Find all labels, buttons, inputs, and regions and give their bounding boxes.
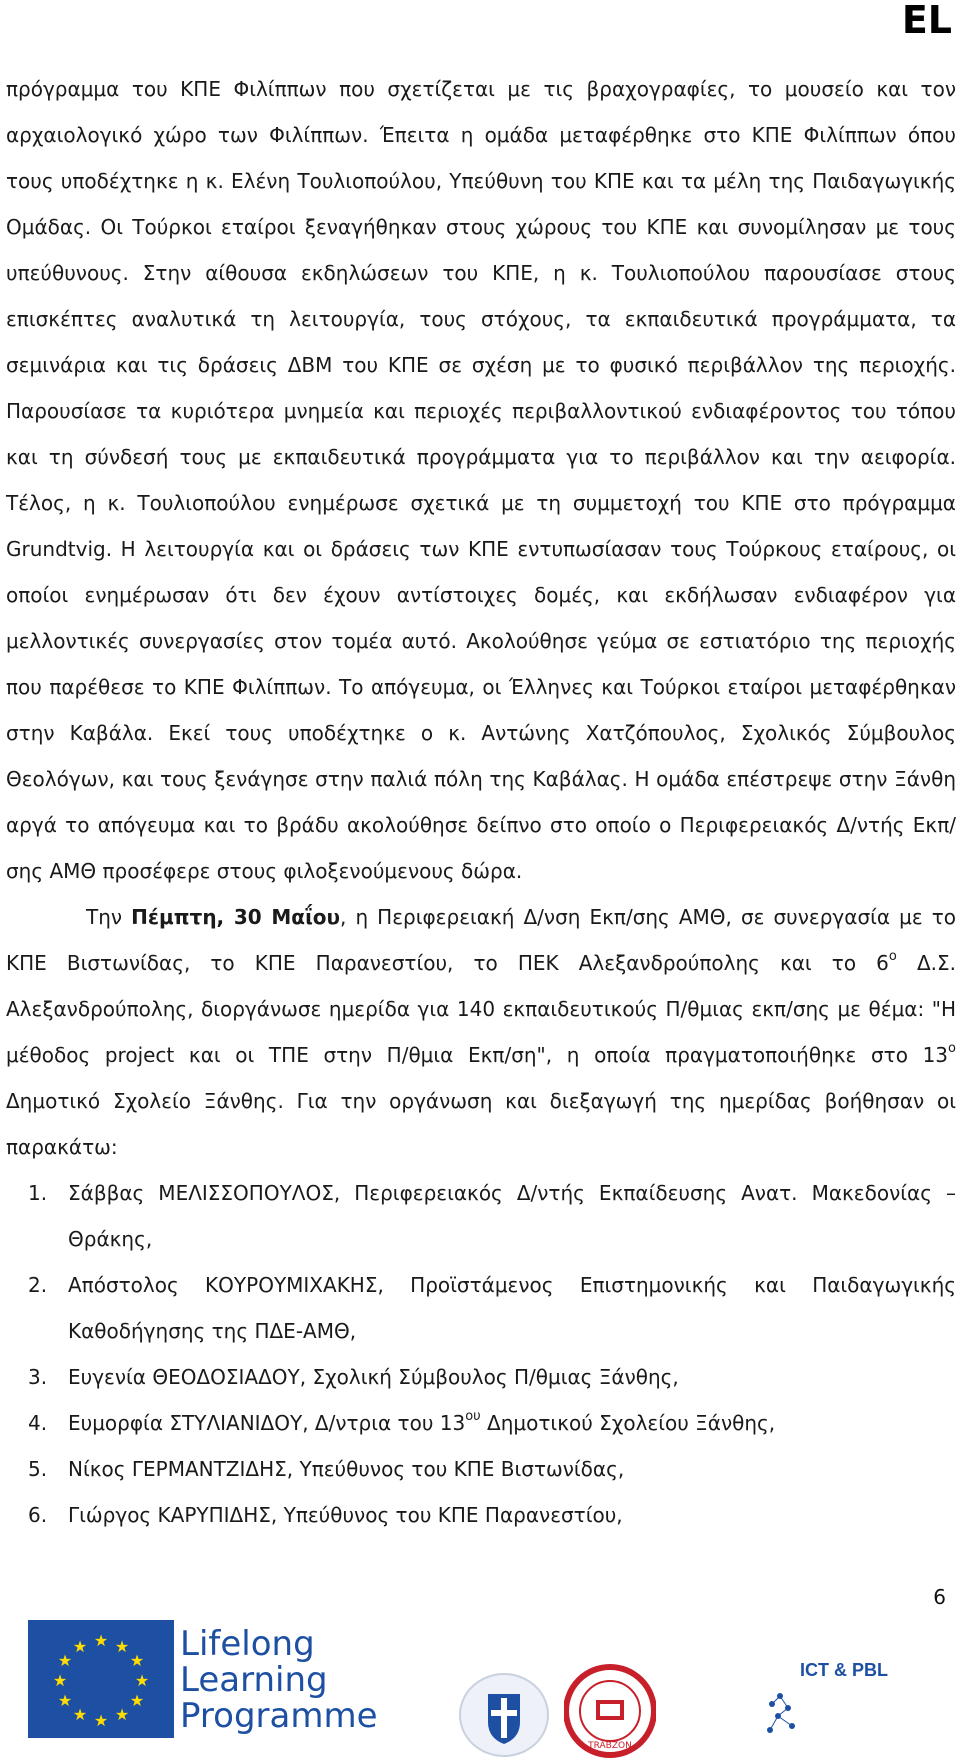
greek-coat-of-arms-icon (458, 1672, 550, 1758)
ordinal-superscript-1: ο (888, 949, 897, 965)
paragraph-part-2: Δ.Σ. Αλεξανδρούπολης, διοργάνωσε ημερίδα για 140 εκπαιδευτικούς Π/θμιας εκπ/σης με θέμα: "Η μέθοδος project και οι ΤΠΕ στην Π/θμια Εκπ/ση", η οποία πραγματοποιήθηκε στο 13 (6, 951, 956, 1067)
list-item-text: Νίκος ΓΕΡΜΑΝΤΖΙΔΗΣ, Υπεύθυνος του ΚΠΕ Βιστωνίδας, (68, 1457, 625, 1481)
svg-text:★: ★ (114, 1705, 130, 1724)
list-item-text: Σάββας ΜΕΛΙΣΣΟΠΟΥΛΟΣ, Περιφερειακός Δ/ντής Εκπαίδευσης Ανατ. Μακεδονίας – Θράκης, (68, 1181, 956, 1251)
llp-line-3: Programme (180, 1696, 378, 1736)
paragraph-seminar (6, 894, 956, 1170)
page-number: 6 (933, 1585, 946, 1609)
list-item (6, 1400, 956, 1446)
list-item (6, 1262, 956, 1354)
llp-line-1: Lifelong (180, 1624, 315, 1664)
ict-pbl-logo-icon (758, 1670, 908, 1750)
svg-text:★: ★ (72, 1705, 88, 1724)
list-number: 6. (28, 1503, 48, 1527)
list-item-text-post: Δημοτικού Σχολείου Ξάνθης, (480, 1411, 776, 1435)
list-item (6, 1170, 956, 1262)
svg-text:★: ★ (93, 1631, 109, 1650)
list-item-text: Γιώργος ΚΑΡΥΠΙΔΗΣ, Υπεύθυνος του ΚΠΕ Παρανεστίου, (68, 1503, 623, 1527)
llp-line-2: Learning (180, 1660, 328, 1700)
svg-text:★: ★ (114, 1637, 130, 1656)
paragraph-part-3: Δημοτικό Σχολείο Ξάνθης. Για την οργάνωση και διεξαγωγή της ημερίδας βοήθησαν οι παρακάτω: (6, 1089, 956, 1159)
list-item-text: Απόστολος ΚΟΥΡΟΥΜΙΧΑΚΗΣ, Προϊστάμενος Επιστημονικής και Παιδαγωγικής Καθοδήγησης της ΠΔΕ-ΑΜΘ, (68, 1273, 956, 1343)
list-item (6, 1354, 956, 1400)
list-number: 1. (28, 1181, 48, 1205)
paragraph-part-1: , η Περιφερειακή Δ/νση Εκπ/σης ΑΜΘ, σε συνεργασία με το ΚΠΕ Βιστωνίδας, το ΚΠΕ Παρανεστίου, το ΠΕΚ Αλεξανδρούπολης και το 6 (6, 905, 957, 975)
svg-text:★: ★ (134, 1671, 150, 1690)
language-tag: EL (901, 0, 952, 42)
list-item (6, 1492, 956, 1538)
svg-text:★: ★ (57, 1691, 73, 1710)
lifelong-learning-programme-logo-text (180, 1626, 378, 1734)
footer-logos (0, 1620, 960, 1758)
list-number: 3. (28, 1365, 48, 1389)
helpers-list (6, 1170, 956, 1538)
trabzon-education-seal-icon (564, 1664, 656, 1758)
svg-text:★: ★ (57, 1651, 73, 1670)
ordinal-superscript: ου (465, 1409, 481, 1425)
eu-flag-icon (28, 1620, 174, 1738)
paragraph-lead: Την (86, 905, 132, 929)
list-item-text: Ευγενία ΘΕΟΔΟΣΙΑΔΟΥ, Σχολική Σύμβουλος Π/θμιας Ξάνθης, (68, 1365, 679, 1389)
seal-caption: TRABZON (588, 1741, 632, 1751)
seminar-date: Πέμπτη, 30 Μαΐου (131, 905, 341, 929)
document-body (6, 66, 956, 1538)
list-number: 4. (28, 1411, 48, 1435)
paragraph-philippi-visit: πρόγραμμα του ΚΠΕ Φιλίππων που σχετίζεται με τις βραχογραφίες, το μουσείο και τον αρχαιολογικό χώρο των Φιλίππων. Έπειτα η ομάδα μεταφέρθηκε στο ΚΠΕ Φιλίππων όπου τους υποδέχτηκε η κ. Ελένη Τουλιοπούλου, Υπεύθυνη του ΚΠΕ και τα μέλη της Παιδαγωγικής Ομάδας. Οι Τούρκοι εταίροι ξεναγήθηκαν στους χώρους του ΚΠΕ και συνομίλησαν με τους υπεύθυνους. Στην αίθουσα εκδηλώσεων του ΚΠΕ, η κ. Τουλιοπούλου παρουσίασε στους επισκέπτες αναλυτικά τη λειτουργία, τους στόχους, τα εκπαιδευτικά προγράμματα, τα σεμινάρια και τις δράσεις ΔΒΜ του ΚΠΕ σε σχέση με το φυσικό περιβάλλον της περιοχής. Παρουσίασε τα κυριότερα μνημεία και περιοχές περιβαλλοντικού ενδιαφέροντος του τόπου και τη σύνδεσή τους με εκπαιδευτικά προγράμματα για το περιβάλλον και την αειφορία. Τέλος, η κ. Τουλιοπούλου ενημέρωσε σχετικά με τη συμμετοχή του ΚΠΕ στο πρόγραμμα Grundtvig. Η λειτουργία και οι δράσεις των ΚΠΕ εντυπωσίασαν τους Τούρκους εταίρους, οι οποίοι ενημέρωσαν ότι δεν έχουν αντίστοιχες δομές, και εκδήλωσαν ενδιαφέρον για μελλοντικές συνεργασίες στον τομέα αυτό. Ακολούθησε γεύμα σε εστιατόριο της περιοχής που παρέθεσε το ΚΠΕ Φιλίππων. Το απόγευμα, οι Έλληνες και Τούρκοι εταίροι μεταφέρθηκαν στην Καβάλα. Εκεί τους υποδέχτηκε ο κ. Αντώνης Χατζόπουλος, Σχολικός Σύμβουλος Θεολόγων, και τους ξενάγησε στην παλιά πόλη της Καβάλας. Η ομάδα επέστρεψε στην Ξάνθη αργά το απόγευμα και το βράδυ ακολούθησε δείπνο στο οποίο ο Περιφερειακός Δ/ντής Εκπ/σης ΑΜΘ προσέφερε στους φιλοξενούμενους δώρα. (6, 77, 956, 883)
list-number: 5. (28, 1457, 48, 1481)
ordinal-superscript-2: ο (948, 1041, 956, 1057)
list-number: 2. (28, 1273, 48, 1297)
ict-pbl-label: ICT & PBL (800, 1660, 888, 1680)
svg-text:★: ★ (72, 1637, 88, 1656)
list-item (6, 1446, 956, 1492)
list-item-text-pre: Ευμορφία ΣΤΥΛΙΑΝΙΔΟΥ, Δ/ντρια του 13 (68, 1411, 466, 1435)
svg-text:★: ★ (52, 1671, 68, 1690)
svg-text:★: ★ (93, 1711, 109, 1730)
svg-text:★: ★ (129, 1691, 145, 1710)
svg-text:★: ★ (129, 1651, 145, 1670)
